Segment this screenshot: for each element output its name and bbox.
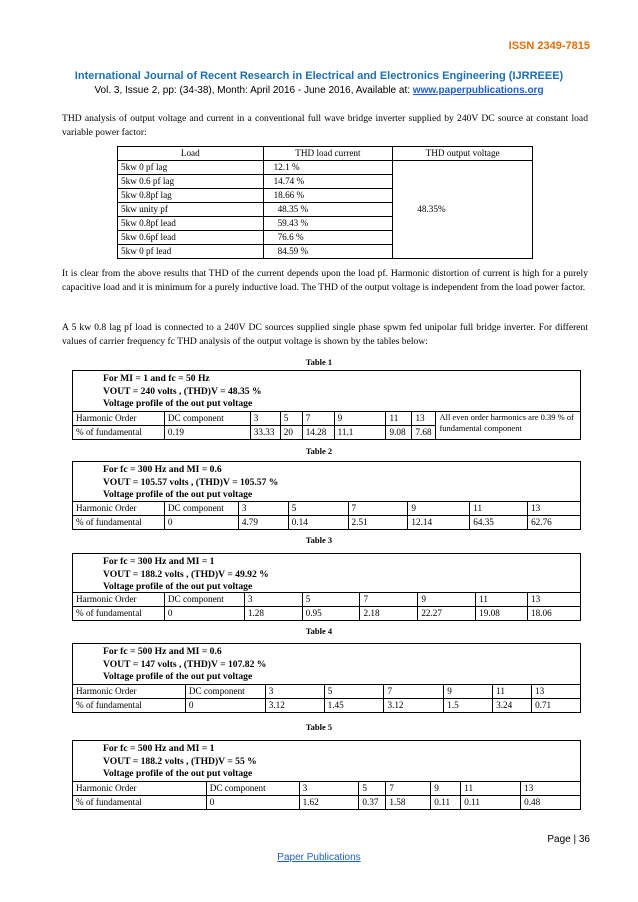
order-cell: 7	[348, 502, 408, 516]
table-2-line-2: VOUT = 105.57 volts , (THD)V = 105.57 %	[103, 476, 279, 488]
row-label: Harmonic Order	[73, 412, 165, 426]
table-row	[73, 607, 581, 621]
value-cell: 12.14	[408, 516, 470, 530]
load-cell: 5kw 0.8pf lag	[118, 189, 264, 203]
order-cell: 11	[470, 502, 528, 516]
table-5-caption: Table 5	[305, 722, 333, 732]
row-label: Harmonic Order	[73, 502, 165, 516]
order-cell: DC component	[185, 685, 265, 699]
order-cell: 11	[461, 782, 521, 796]
load-cell: 5kw 0 pf lag	[118, 161, 264, 175]
order-cell: 5	[302, 593, 360, 607]
value-cell: 0.11	[431, 796, 461, 810]
row-label: Harmonic Order	[73, 782, 207, 796]
value-cell: 0.19	[164, 426, 250, 440]
even-harmonics-note: All even order harmonics are 0.39 % of fundamental component	[436, 412, 581, 440]
order-cell: DC component	[164, 502, 238, 516]
order-cell: DC component	[164, 412, 250, 426]
value-cell: 0.14	[288, 516, 348, 530]
journal-title: International Journal of Recent Research in Electrical and Electronics Engineering (IJRREEE)	[74, 70, 564, 82]
order-cell: 9	[334, 412, 386, 426]
table-row	[73, 516, 581, 530]
table-5-heading	[72, 740, 581, 781]
load-cell: 5kw 0 pf lead	[118, 245, 264, 259]
journal-info-text: Vol. 3, Issue 2, pp: (34-38), Month: April 2016 - June 2016, Available at:	[94, 85, 413, 96]
order-cell: 13	[521, 782, 581, 796]
value-cell: 0.37	[359, 796, 386, 810]
thd-voltage-cell: 48.35%	[393, 161, 533, 259]
order-cell: 9	[431, 782, 461, 796]
order-cell: 5	[280, 412, 302, 426]
table-3-line-2: VOUT = 188.2 volts , (THD)V = 49.92 %	[103, 568, 269, 580]
order-cell: 3	[238, 502, 288, 516]
load-cell: 5kw 0.6 pf lag	[118, 175, 264, 189]
order-cell: 7	[384, 685, 444, 699]
table-1-harmonics	[72, 411, 581, 440]
table-1-heading	[72, 370, 581, 411]
journal-url-link[interactable]: www.paperpublications.org	[412, 85, 544, 96]
order-cell: 3	[250, 412, 280, 426]
order-cell: 13	[532, 685, 581, 699]
table-4-line-1: For fc = 500 Hz and MI = 0.6	[103, 646, 222, 657]
value-cell: 0.11	[461, 796, 521, 810]
order-cell: 11	[476, 593, 528, 607]
order-cell: 13	[528, 502, 581, 516]
value-cell: 1.45	[324, 699, 384, 713]
thd-current-cell: 84.59 %	[263, 245, 393, 259]
value-cell: 0	[164, 516, 238, 530]
order-cell: DC component	[206, 782, 299, 796]
table-2-line-1: For fc = 300 Hz and MI = 0.6	[103, 464, 222, 475]
issn-label: ISSN 2349-7815	[508, 40, 590, 52]
table-5-line-1: For fc = 500 Hz and MI = 1	[103, 743, 215, 754]
value-cell: 0.71	[532, 699, 581, 713]
table-3-heading	[72, 553, 581, 592]
table-5-line-2: VOUT = 188.2 volts , (THD)V = 55 %	[103, 755, 257, 767]
order-cell: 9	[408, 502, 470, 516]
value-cell: 0	[185, 699, 265, 713]
table-row	[73, 699, 581, 713]
publisher-link[interactable]: Paper Publications	[277, 852, 361, 863]
value-cell: 1.28	[244, 607, 302, 621]
value-cell: 9.08	[386, 426, 412, 440]
table-4-caption: Table 4	[305, 626, 333, 636]
table-2-heading	[72, 461, 581, 501]
order-cell: 13	[528, 593, 581, 607]
thd-current-cell: 48.35 %	[263, 203, 393, 217]
value-cell: 14.28	[302, 426, 334, 440]
value-cell: 3.24	[493, 699, 532, 713]
row-label: % of fundamental	[73, 607, 165, 621]
row-label: Harmonic Order	[73, 593, 165, 607]
load-cell: 5kw 0.8pf lead	[118, 217, 264, 231]
order-cell: 3	[299, 782, 359, 796]
value-cell: 3.12	[265, 699, 324, 713]
value-cell: 1.62	[299, 796, 359, 810]
table-1-line-3: Voltage profile of the out put voltage	[103, 398, 253, 409]
order-cell: 9	[418, 593, 476, 607]
load-thd-table	[117, 146, 533, 259]
order-cell: 3	[265, 685, 324, 699]
value-cell: 2.51	[348, 516, 408, 530]
order-cell: 7	[360, 593, 418, 607]
value-cell: 0.48	[521, 796, 581, 810]
order-cell: 7	[302, 412, 334, 426]
thd-current-cell: 14.74 %	[263, 175, 393, 189]
thd-current-cell: 12.1 %	[263, 161, 393, 175]
value-cell: 62.76	[528, 516, 581, 530]
table-row	[118, 161, 533, 175]
value-cell: 2.18	[360, 607, 418, 621]
method-paragraph: A 5 kw 0.8 lag pf load is connected to a 240V DC sources supplied single phase spwm fed unipolar full bridge inverter. For different values of carrier frequency fc THD analysis of the output voltage is shown by the tables below:	[62, 322, 588, 348]
order-cell: 3	[244, 593, 302, 607]
row-label: % of fundamental	[73, 699, 186, 713]
column-header: THD load current	[263, 147, 393, 161]
table-2-caption: Table 2	[305, 446, 333, 456]
thd-current-cell: 59.43 %	[263, 217, 393, 231]
page-number: Page | 36	[547, 834, 590, 845]
thd-current-cell: 18.66 %	[263, 189, 393, 203]
table-5-harmonics	[72, 781, 581, 810]
value-cell: 18.06	[528, 607, 581, 621]
value-cell: 0	[206, 796, 299, 810]
column-header: THD output voltage	[393, 147, 533, 161]
journal-info	[0, 85, 638, 96]
table-4-line-2: VOUT = 147 volts , (THD)V = 107.82 %	[103, 658, 267, 670]
table-row	[73, 685, 581, 699]
order-cell: 5	[359, 782, 386, 796]
row-label: Harmonic Order	[73, 685, 186, 699]
analysis-paragraph: It is clear from the above results that THD of the current depends upon the load pf. Harmonic distortion of current is high for a purely capacitive load and it is minimum for a purely inductive load. The THD of the output voltage is independent from the load power factor.	[62, 268, 588, 294]
thd-current-cell: 76.6 %	[263, 231, 393, 245]
row-label: % of fundamental	[73, 796, 207, 810]
value-cell: 3.12	[384, 699, 444, 713]
table-3-caption: Table 3	[305, 535, 333, 545]
value-cell: 1.58	[386, 796, 431, 810]
table-2-line-3: Voltage profile of the out put voltage	[103, 489, 253, 500]
value-cell: 20	[280, 426, 302, 440]
table-row	[73, 796, 581, 810]
table-row	[73, 593, 581, 607]
table-4-line-3: Voltage profile of the out put voltage	[103, 671, 253, 682]
intro-paragraph: THD analysis of output voltage and current in a conventional full wave bridge inverter supplied by 240V DC source at constant load variable power factor:	[62, 113, 588, 139]
table-1-line-1: For MI = 1 and fc = 50 Hz	[103, 373, 210, 384]
order-cell: 5	[288, 502, 348, 516]
order-cell: DC component	[164, 593, 244, 607]
column-header: Load	[118, 147, 264, 161]
value-cell: 0	[164, 607, 244, 621]
table-1-line-2: VOUT = 240 volts , (THD)V = 48.35 %	[103, 385, 262, 397]
table-5-line-3: Voltage profile of the out put voltage	[103, 768, 253, 779]
order-cell: 9	[444, 685, 493, 699]
order-cell: 11	[386, 412, 412, 426]
value-cell: 64.35	[470, 516, 528, 530]
value-cell: 7.68	[412, 426, 436, 440]
table-row	[73, 782, 581, 796]
table-header-row	[118, 147, 533, 161]
table-row	[73, 412, 581, 426]
table-4-heading	[72, 643, 581, 684]
table-row	[73, 502, 581, 516]
row-label: % of fundamental	[73, 426, 165, 440]
order-cell: 13	[412, 412, 436, 426]
row-label: % of fundamental	[73, 516, 165, 530]
table-1-caption: Table 1	[305, 357, 333, 367]
value-cell: 4.79	[238, 516, 288, 530]
value-cell: 33.33	[250, 426, 280, 440]
value-cell: 19.08	[476, 607, 528, 621]
table-3-line-1: For fc = 300 Hz and MI = 1	[103, 556, 215, 567]
value-cell: 1.5	[444, 699, 493, 713]
load-cell: 5kw 0.6pf lead	[118, 231, 264, 245]
order-cell: 5	[324, 685, 384, 699]
table-4-harmonics	[72, 684, 581, 713]
table-3-harmonics	[72, 592, 581, 621]
value-cell: 0.95	[302, 607, 360, 621]
load-cell: 5kw unity pf	[118, 203, 264, 217]
value-cell: 22.27	[418, 607, 476, 621]
order-cell: 7	[386, 782, 431, 796]
table-2-harmonics	[72, 501, 581, 530]
table-3-line-3: Voltage profile of the out put voltage	[103, 581, 253, 592]
value-cell: 11.1	[334, 426, 386, 440]
order-cell: 11	[493, 685, 532, 699]
